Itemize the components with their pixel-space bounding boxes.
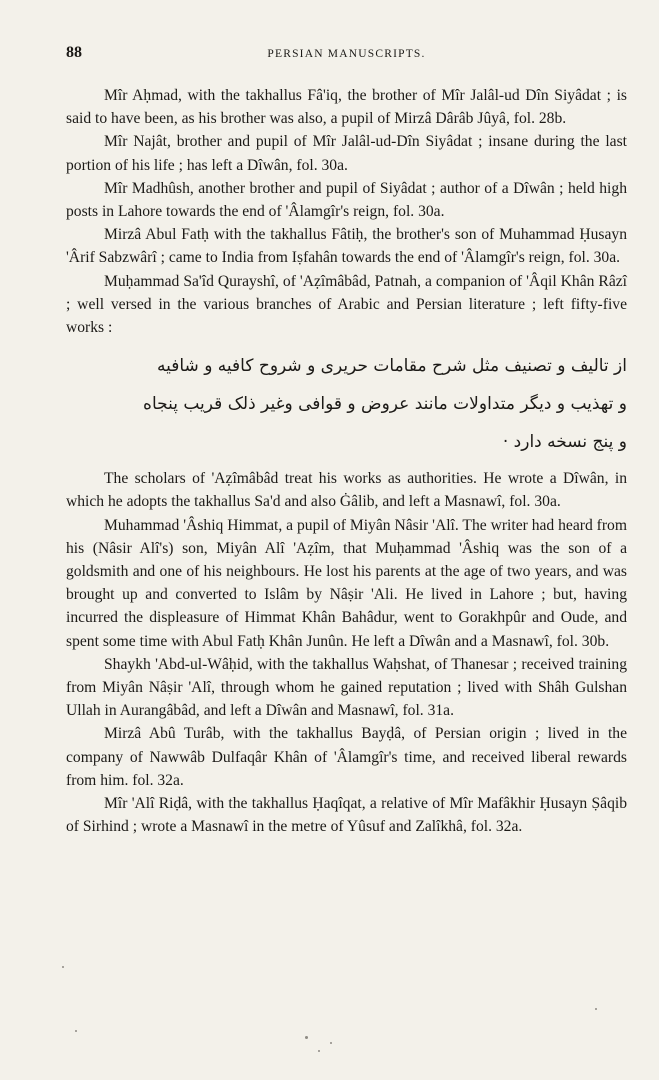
paper-speck xyxy=(75,1030,77,1032)
paper-speck xyxy=(62,966,64,968)
paper-speck xyxy=(595,1008,597,1010)
persian-line: و تهذیب و دیگر متداولات مانند عروض و قوافی وغیر ذلک قریب پنجاه xyxy=(143,394,627,415)
paper-speck xyxy=(330,1042,332,1044)
entry-scholars-azimabad: The scholars of 'Aẓîmâbâd treat his works as authorities. He wrote a Dîwân, in which he adopts the takhallus Sa'd and also Ġâlib, and left a Masnawî, fol. 30a. xyxy=(66,470,627,511)
page-body xyxy=(66,84,627,838)
paper-speck xyxy=(318,1050,320,1052)
page-number: 88 xyxy=(66,44,82,61)
entry-shaykh-abd-ul-wahid: Shaykh 'Abd-ul-Wâḥid, with the takhallus Waḥshat, of Thanesar ; received training from Miyân Nâṣir 'Alî, through whom he gained reputation ; lived with Shâh Gulshan Ullah in Aurangâbâd, and left a Dîwân and Masnawî, fol. 31a. xyxy=(66,655,627,720)
persian-quotation xyxy=(66,347,627,461)
entry-mir-ahmad: Mîr Aḥmad, with the takhallus Fâ'iq, the brother of Mîr Jalâl-ud Dîn Siyâdat ; is said to have been, as his brother was also, a pupil of Mirzâ Dârâb Jûyâ, fol. 28b. xyxy=(66,87,627,128)
page-header xyxy=(66,44,627,68)
entry-muhammad-said: Muḥammad Sa'îd Qurayshî, of 'Aẓîmâbâd, Patnah, a companion of 'Âqil Khân Râzî ; well versed in the various branches of Arabic and Persian literature ; left fifty-five works : xyxy=(66,272,627,337)
persian-line: از تالیف و تصنیف مثل شرح مقامات حریری و شروح کافیه و شافیه xyxy=(157,356,627,377)
paper-speck xyxy=(305,1036,308,1039)
entry-mirza-abu-turab: Mirzâ Abû Turâb, with the takhallus Bayḍâ, of Persian origin ; lived in the company of Nawwâb Dulfaqâr Khân of 'Âlamgîr's time, and received liberal rewards from him. fol. 32a. xyxy=(66,725,627,789)
entry-mir-ali-rida: Mîr 'Alî Riḍâ, with the takhallus Ḥaqîqat, a relative of Mîr Mafâkhir Ḥusayn Ṣâqib of Sirhind ; wrote a Masnawî in the metre of Yûsuf and Zalîkhâ, fol. 32a. xyxy=(66,795,627,836)
entry-muhammad-ashiq: Muhammad 'Âshiq Himmat, a pupil of Miyân Nâsir 'Alî. The writer had heard from his (Nâsir Alî's) son, Miyân Alî 'Aẓîm, that Muḥammad 'Âshiq was the son of a goldsmith and one of his neighbours. He lost his parents at the age of two years, and was brought up and converted to Islâm by Nâṣir 'Ali. He lived in Lahore ; but, having incurred the displeasure of Himmat Khân Bahâdur, went to Gorakhpûr and Oude, and spent some time with Abul Fatḥ Khân Junûn. He left a Dîwân and a Masnawî, fol. 30b. xyxy=(66,516,627,650)
entry-mirza-abul-fath: Mirzâ Abul Fatḥ with the takhallus Fâtiḥ, the brother's son of Muhammad Ḥusayn 'Ârif Sabzwârî ; came to India from Iṣfahân towards the end of 'Âlamgîr's reign, fol. 30a. xyxy=(66,226,627,267)
entry-mir-najat: Mîr Najât, brother and pupil of Mîr Jalâl-ud-Dîn Siyâdat ; insane during the last portion of his life ; has left a Dîwân, fol. 30a. xyxy=(66,133,627,174)
running-title: PERSIAN MANUSCRIPTS. xyxy=(267,48,426,60)
entry-mir-madhush: Mîr Madhûsh, another brother and pupil of Siyâdat ; author of a Dîwân ; held high posts in Lahore towards the end of 'Âlamgîr's reign, fol. 30a. xyxy=(66,179,627,221)
persian-line: و پنج نسخه دارد · xyxy=(502,432,627,453)
